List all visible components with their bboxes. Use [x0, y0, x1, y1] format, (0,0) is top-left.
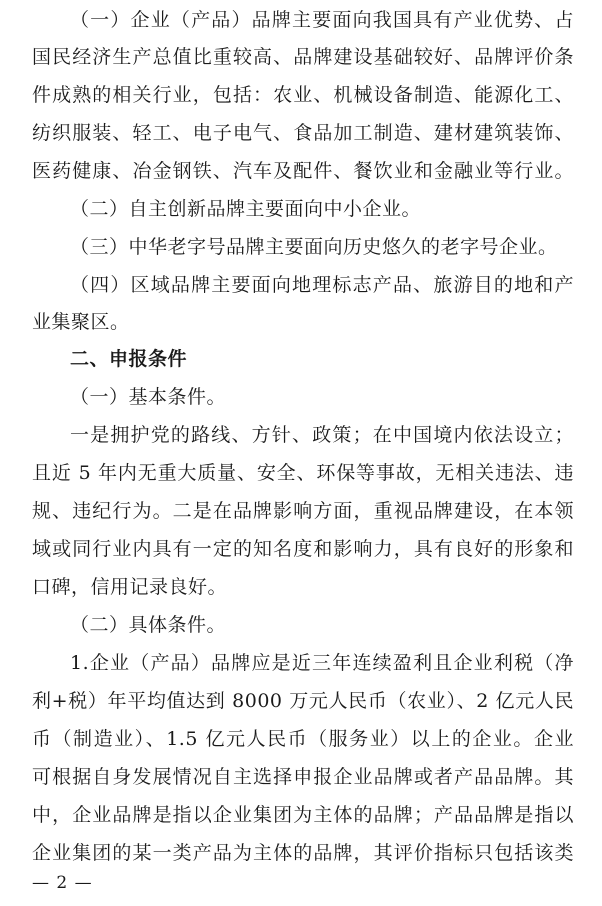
paragraph-6-line-5: 中，企业品牌是指以企业集团为主体的品牌；产品品牌是指以 — [32, 804, 574, 826]
paragraph-6-line-2: 利+税）年平均值达到 8000 万元人民币（农业）、2 亿元人民 — [32, 690, 574, 712]
paragraph-3: （三）中华老字号品牌主要面向历史悠久的老字号企业。 — [70, 236, 558, 258]
paragraph-1-line-3: 件成熟的相关行业，包括：农业、机械设备制造、能源化工、 — [32, 84, 574, 106]
paragraph-6-line-6: 企业集团的某一类产品为主体的品牌，其评价指标只包括该类 — [32, 842, 574, 864]
paragraph-6-line-4: 可根据自身发展情况自主选择申报企业品牌或者产品品牌。其 — [32, 766, 574, 788]
page-number: — 2 — — [32, 873, 93, 893]
paragraph-4-line-1: （四）区域品牌主要面向地理标志产品、旅游目的地和产 — [70, 274, 574, 296]
paragraph-6-line-1: 1.企业（产品）品牌应是近三年连续盈利且企业利税（净 — [70, 652, 574, 674]
subheading-specific-conditions: （二）具体条件。 — [70, 614, 227, 636]
paragraph-4-line-2: 业集聚区。 — [32, 311, 130, 333]
paragraph-1-line-5: 医药健康、冶金钢铁、汽车及配件、餐饮业和金融业等行业。 — [32, 160, 574, 182]
paragraph-6-line-3: 币（制造业）、1.5 亿元人民币（服务业）以上的企业。企业 — [32, 728, 574, 750]
subheading-basic-conditions: （一）基本条件。 — [70, 386, 227, 408]
paragraph-5-line-1: 一是拥护党的路线、方针、政策；在中国境内依法设立； — [70, 424, 574, 446]
paragraph-5-line-2: 且近 5 年内无重大质量、安全、环保等事故，无相关违法、违 — [32, 462, 574, 484]
paragraph-5-line-5: 口碑，信用记录良好。 — [32, 576, 228, 598]
section-heading: 二、申报条件 — [70, 348, 188, 370]
paragraph-1-line-1: （一）企业（产品）品牌主要面向我国具有产业优势、占 — [70, 9, 574, 31]
paragraph-1-line-4: 纺织服装、轻工、电子电气、食品加工制造、建材建筑装饰、 — [32, 122, 574, 144]
paragraph-1-line-2: 国民经济生产总值比重较高、品牌建设基础较好、品牌评价条 — [32, 46, 574, 68]
paragraph-5-line-3: 规、违纪行为。二是在品牌影响方面，重视品牌建设，在本领 — [32, 500, 574, 522]
paragraph-5-line-4: 域或同行业内具有一定的知名度和影响力，具有良好的形象和 — [32, 538, 574, 560]
paragraph-2: （二）自主创新品牌主要面向中小企业。 — [70, 198, 422, 220]
